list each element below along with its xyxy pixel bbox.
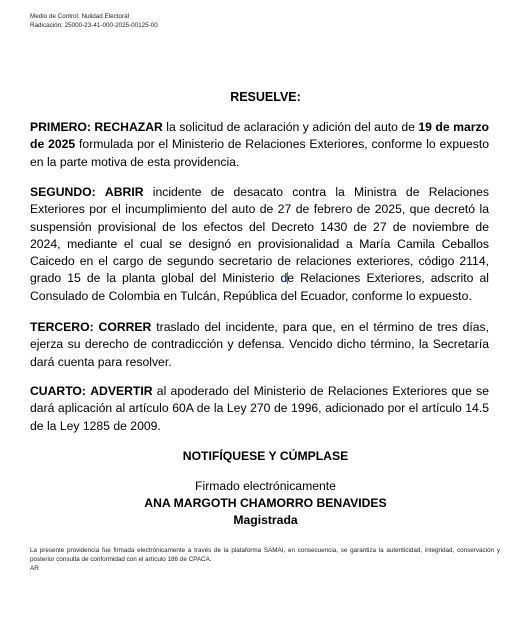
header-radicacion: Radicación: 25000-23-41-000-2025-00125-00 <box>30 22 158 29</box>
closing-formula: NOTIFÍQUESE Y CÚMPLASE <box>182 449 349 463</box>
cuarto-text: al apoderado del Ministerio de Relaciones Exteriores que se dará aplicación al artículo 60A de la Ley 270 de 1996, adicionado por el artículo 14.5 de la Ley 1285 de 2009. <box>30 384 489 433</box>
primero-text-2: formulada por el Ministerio de Relaciones Exteriores, conforme lo expuesto en la parte motiva de esta providencia. <box>30 137 489 169</box>
signatory-role: Magistrada <box>233 513 298 527</box>
tercero-text: traslado del incidente, para que, en el término de tres días, ejerza su derecho de contradicción y defensa. Vencido dicho término, la Secretaría dará cuenta para resolver. <box>30 320 489 369</box>
footer-note: La presente providencia fue firmada electrónicamente a través de la plataforma SAMAI, en consecuencia, se garantiza la autenticidad, integridad, conservación y posterior consulta de conformidad con el artículo 186 de CPACA. <box>30 547 500 564</box>
cuarto-label: CUARTO: <box>30 384 86 398</box>
paragraph-tercero <box>30 319 489 371</box>
primero-text-1: la solicitud de aclaración y adición del auto de <box>162 120 419 134</box>
paragraph-primero <box>30 119 489 171</box>
signatory-name: ANA MARGOTH CHAMORRO BENAVIDES <box>144 496 387 510</box>
cuarto-verb: ADVERTIR <box>90 384 153 398</box>
header-medio-control: Medio de Control: Nulidad Electoral <box>30 13 130 20</box>
footer-initials: AR <box>30 565 39 573</box>
paragraph-segundo <box>30 184 489 305</box>
primero-date: 19 de marzo de 2025 <box>30 120 490 152</box>
document-header <box>30 12 158 30</box>
segundo-text-1: incidente de desacato contra la Ministra de Relaciones Exteriores por el incumplimiento del auto de 27 de febrero de 2025, que decretó la suspensión provisional de los efectos del Decreto 1430 de 27 de noviembre de 2024, mediante el cual se designó en provisionalidad a María Camila Ceballos Caicedo en el cargo de segundo secretario de relaciones exteriores, código 2114, grado 15 de la planta global del Ministerio d <box>30 185 489 286</box>
segundo-text-2: e Relaciones Exteriores, adscrito al Consulado de Colombia en Tulcán, República del Ecuador, conforme lo expuesto. <box>30 271 489 303</box>
segundo-label: SEGUNDO: <box>30 185 96 199</box>
primero-verb: RECHAZAR <box>94 120 163 134</box>
tercero-verb: CORRER <box>98 320 152 334</box>
section-title: RESUELVE: <box>230 90 301 104</box>
paragraph-cuarto <box>30 383 489 435</box>
segundo-verb: ABRIR <box>104 185 144 199</box>
signature-method: Firmado electrónicamente <box>195 479 336 493</box>
tercero-label: TERCERO: <box>30 320 94 334</box>
primero-label: PRIMERO: <box>30 120 91 134</box>
document-footer <box>30 546 500 574</box>
